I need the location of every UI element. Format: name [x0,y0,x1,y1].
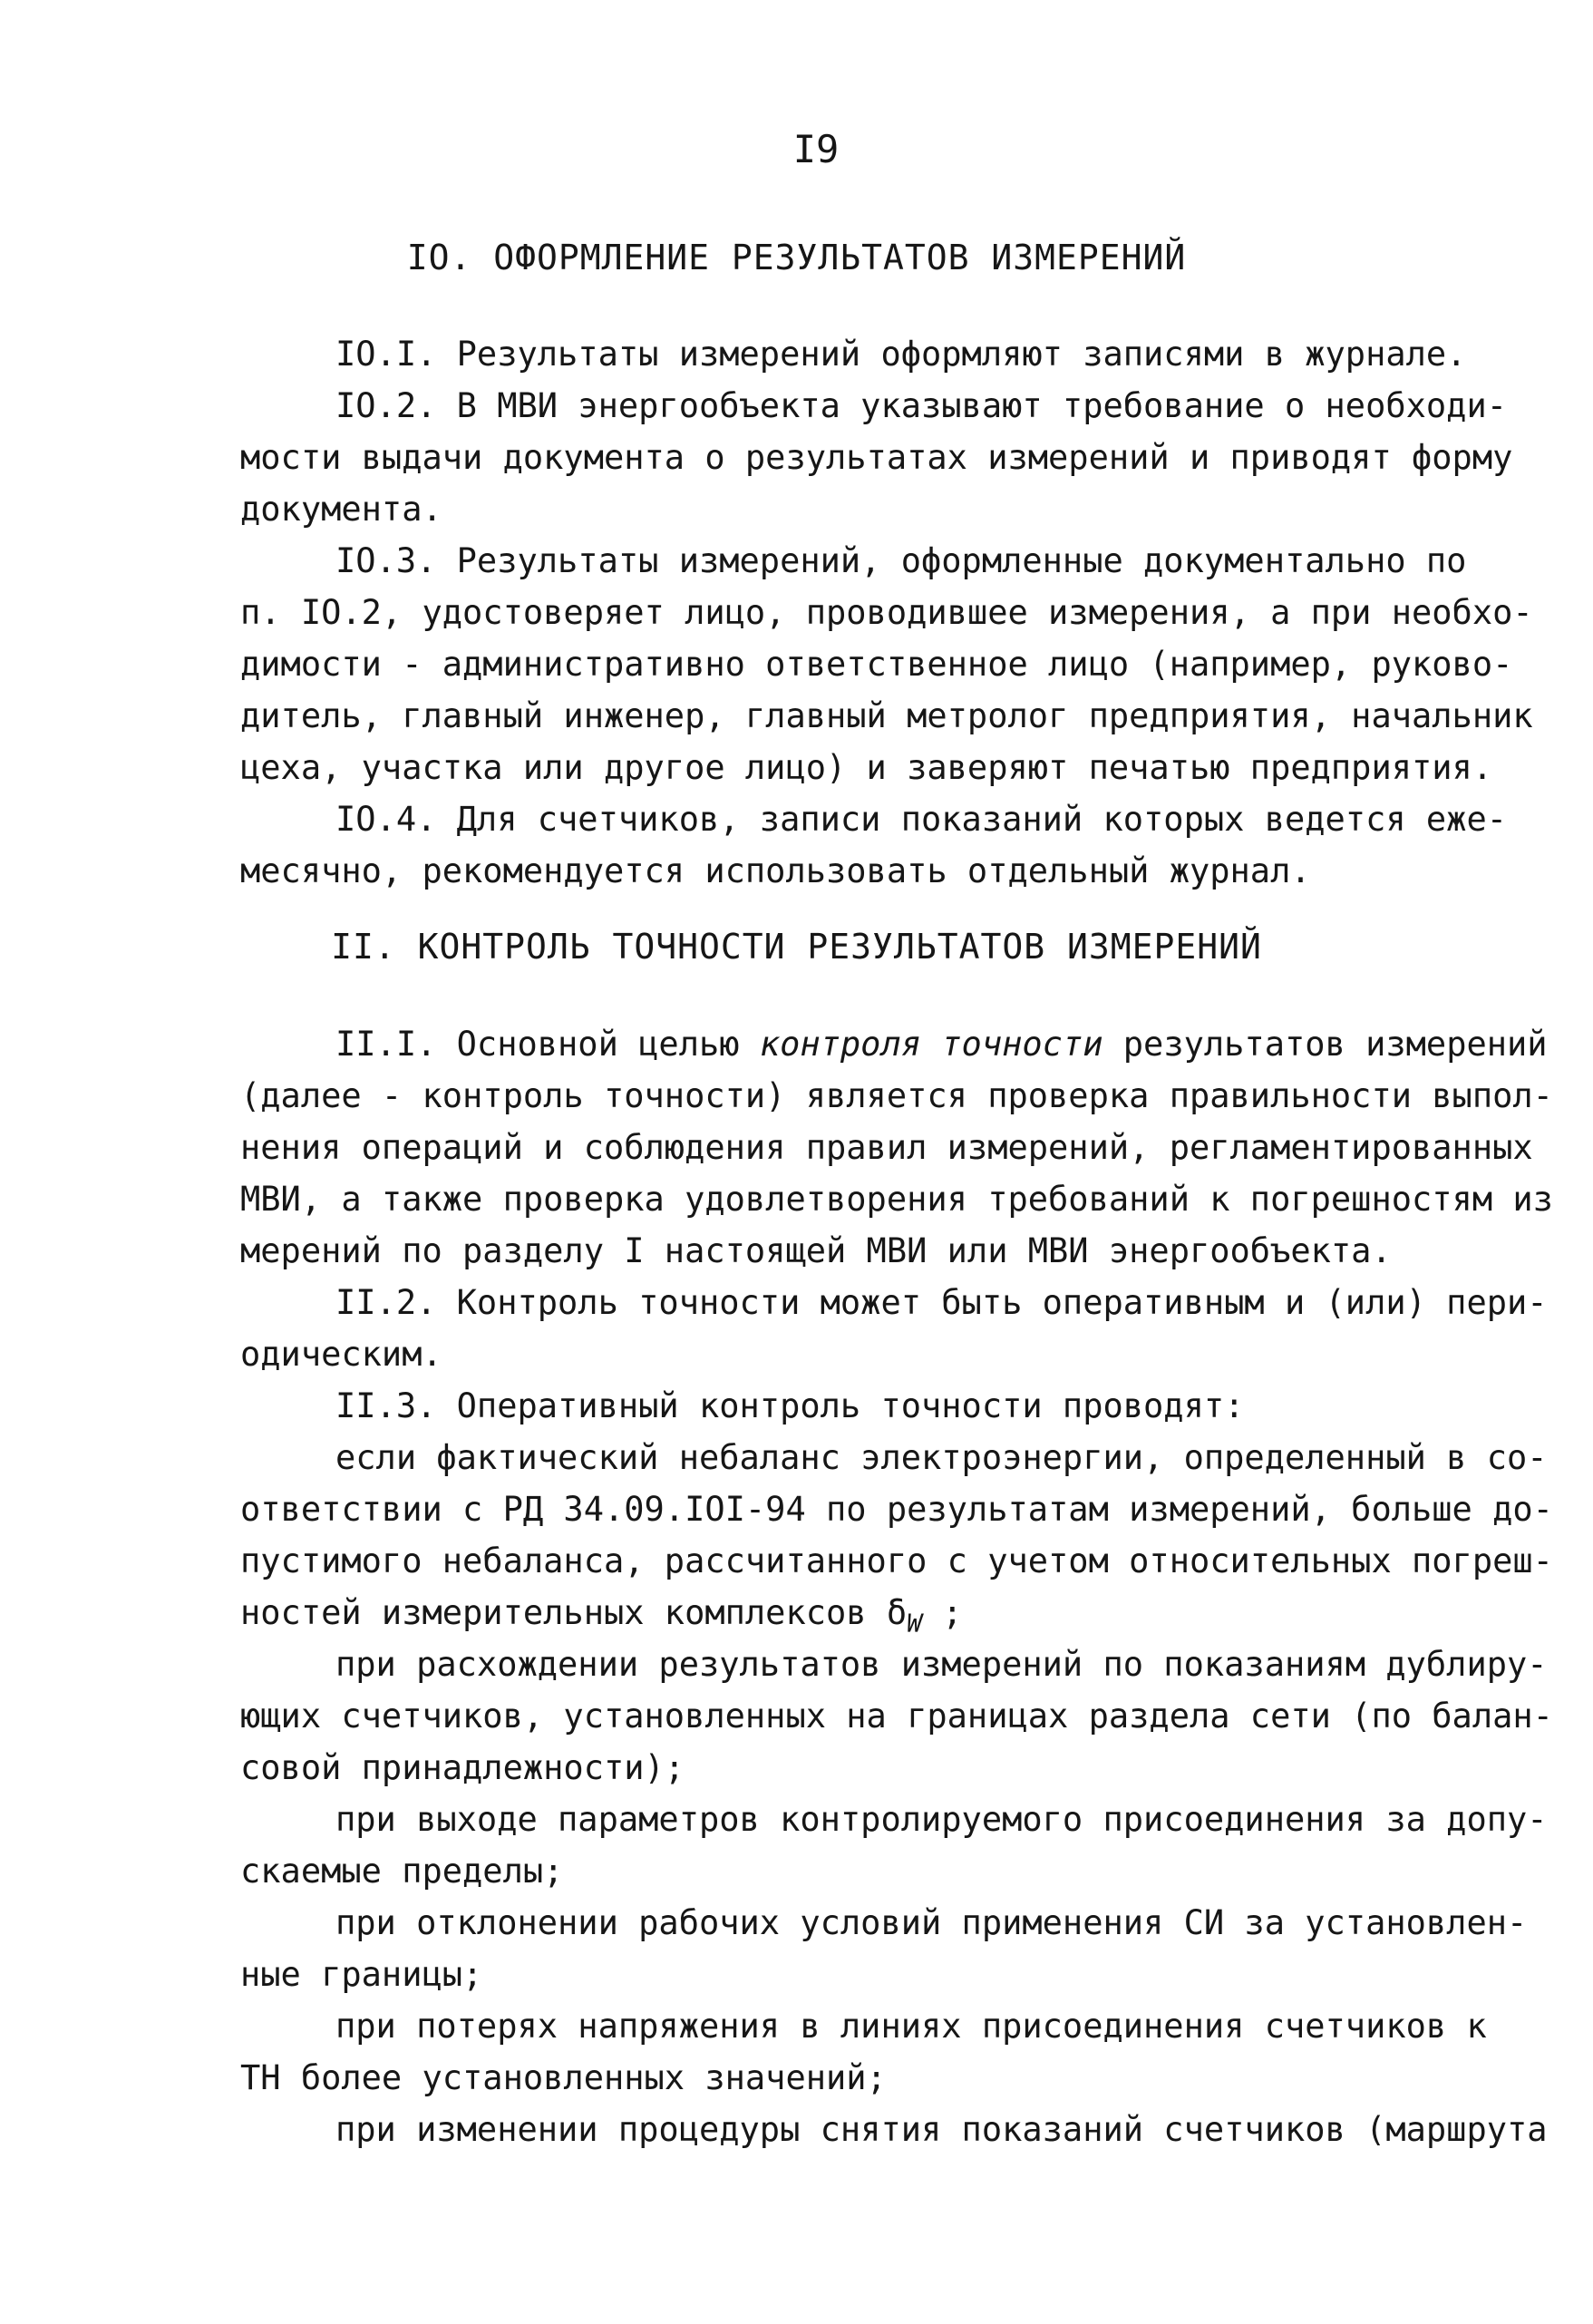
paragraph-10-3-line: IO.3. Результаты измерений, оформленные документально по [335,541,1467,580]
delta-symbol: δ [886,1593,908,1632]
section-11-heading: II. КОНТРОЛЬ ТОЧНОСТИ РЕЗУЛЬТАТОВ ИЗМЕРЕНИЙ [331,927,1262,967]
list-item-line: при потерях напряжения в линиях присоединения счетчиков к [335,2007,1487,2046]
paragraph-11-1-line: (далее - контроль точности) является проверка правильности выпол- [240,1076,1553,1115]
list-item-line: при выходе параметров контролируемого присоединения за допу- [335,1800,1548,1839]
list-item-line: ющих счетчиков, установленных на границах раздела сети (по балан- [240,1697,1553,1736]
paragraph-11-2-line: одическим. [240,1335,442,1374]
paragraph-11-3-line [240,1593,963,1638]
paragraph-11-3-text: ностей измерительных комплексов [240,1593,867,1632]
paragraph-11-3-line: ответствии с РД 34.09.IOI-94 по результатам измерений, больше до- [240,1490,1553,1529]
list-item-line: при расхождении результатов измерений по показаниям дублиру- [335,1645,1548,1684]
paragraph-11-1-line: МВИ, а также проверка удовлетворения требований к погрешностям из [240,1180,1553,1219]
paragraph-11-1-line: нения операций и соблюдения правил измерений, регламентированных [240,1128,1533,1167]
list-item-line: ТН более установленных значений; [240,2058,887,2097]
paragraph-11-3-line: пустимого небаланса, рассчитанного с учетом относительных погреш- [240,1541,1553,1580]
paragraph-10-2-line: документа. [240,490,442,529]
paragraph-10-4-line: IO.4. Для счетчиков, записи показаний которых ведется еже- [335,800,1508,839]
paragraph-11-3-line: II.3. Оперативный контроль точности проводят: [335,1386,1245,1425]
list-item-line: скаемые пределы; [240,1852,564,1891]
paragraph-10-3-line: цеха, участка или другое лицо) и заверяют печатью предприятия. [240,748,1493,787]
paragraph-11-3-tail: ; [921,1593,963,1632]
page-number: I9 [792,127,840,171]
paragraph-10-3-line: димости - административно ответственное лицо (например, руково- [240,645,1513,684]
paragraph-10-3-line: п. IO.2, удостоверяет лицо, проводившее измерения, а при необхо- [240,593,1533,632]
list-item-line: ные границы; [240,1955,483,1994]
paragraph-10-3-line: дитель, главный инженер, главный метролог предприятия, начальник [240,696,1533,735]
paragraph-11-2-line: II.2. Контроль точности может быть оперативным и (или) пери- [335,1283,1548,1322]
paragraph-11-3-line: если фактический небаланс электроэнергии, определенный в со- [335,1438,1548,1477]
paragraph-11-1-italic: контроля точности [759,1025,1103,1064]
paragraph-10-1-line: IO.I. Результаты измерений оформляют записями в журнале. [335,335,1467,374]
paragraph-10-2-line: мости выдачи документа о результатах измерений и приводят форму [240,438,1513,477]
list-item-line: при изменении процедуры снятия показаний счетчиков (маршрута [335,2110,1548,2149]
paragraph-10-4-line: месячно, рекомендуется использовать отдельный журнал. [240,851,1311,890]
list-item-line: совой принадлежности); [240,1748,685,1787]
paragraph-10-2-line: IO.2. В МВИ энергообъекта указывают требование о необходи- [335,386,1508,425]
list-item-line: при отклонении рабочих условий применения СИ за установлен- [335,1903,1528,1942]
paragraph-11-1-line [335,1025,1548,1064]
paragraph-11-1-start: II.I. Основной целью [335,1025,760,1064]
delta-subscript: W [907,1608,922,1638]
section-10-heading: IO. ОФОРМЛЕНИЕ РЕЗУЛЬТАТОВ ИЗМЕРЕНИЙ [406,238,1187,277]
paragraph-11-1-line: мерений по разделу I настоящей МВИ или МВИ энергообъекта. [240,1231,1392,1270]
paragraph-11-1-end: результатов измерений [1102,1025,1548,1064]
